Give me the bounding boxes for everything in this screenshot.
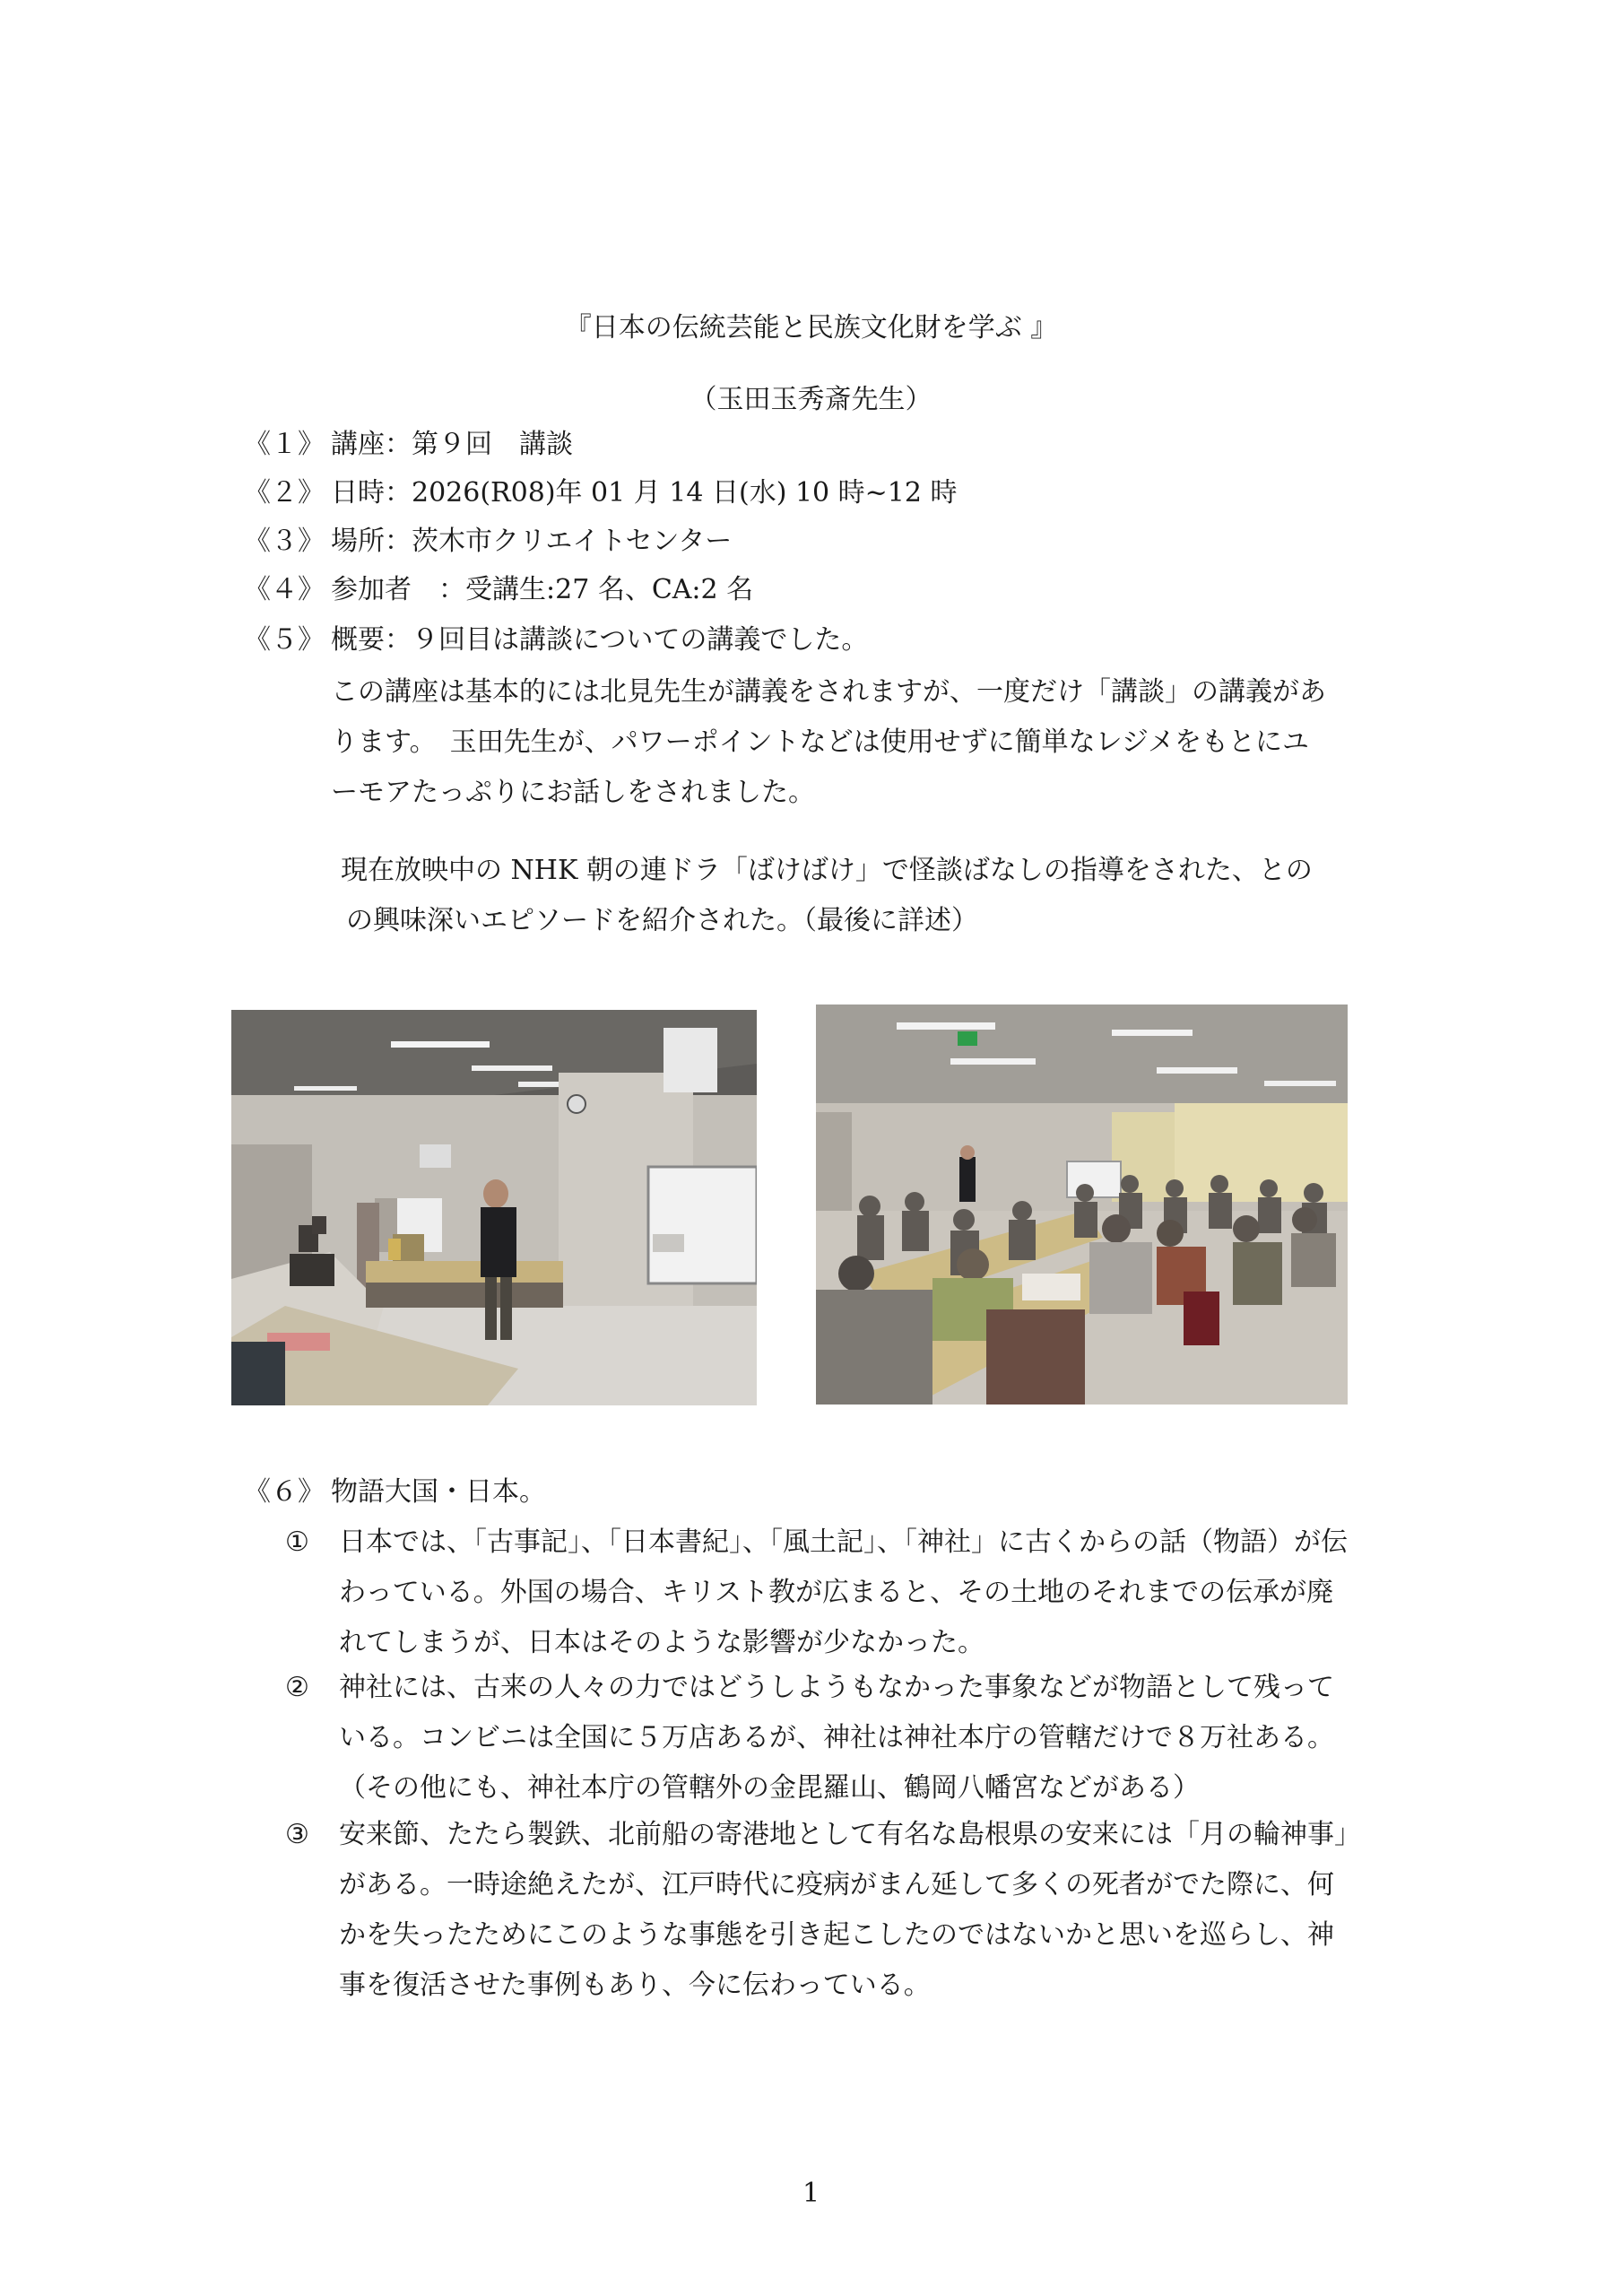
point-line: かを失ったためにこのような事態を引き起こしたのではないかと思いを巡らし、神 <box>339 1919 1334 1951</box>
point-text <box>339 1810 1361 2011</box>
lecturer-name: （玉田玉秀斎先生） <box>690 384 932 415</box>
summary-line: この講座は基本的には北見先生が講義をされますが、一度だけ「講談」の講義があ <box>331 676 1326 708</box>
lecture-photo-speaker <box>231 1010 757 1405</box>
section-marker: 《６》 <box>244 1476 325 1508</box>
item-marker: 《３》 <box>244 526 325 557</box>
lecture-photo-audience <box>816 1004 1348 1405</box>
point-line: 安来節、たたら製鉄、北前船の寄港地として有名な島根県の安来には「月の輪神事」 <box>339 1819 1361 1850</box>
point-line: わっている。外国の場合、キリスト教が広まると、その土地のそれまでの伝承が廃 <box>339 1577 1334 1608</box>
item-text: 講座：第９回 講談 <box>331 429 573 460</box>
item-text: 日時：2026(R08)年 01 月 14 日(水) 10 時~12 時 <box>331 477 958 509</box>
point-text <box>339 1663 1334 1813</box>
point-line: 日本では、「古事記」、「日本書紀」、「風土記」、「神社」に古くからの話（物語）が伝 <box>339 1526 1348 1558</box>
point-line: いる。コンビニは全国に５万店あるが、神社は神社本庁の管轄だけで８万社ある。 <box>339 1722 1334 1753</box>
point-line: （その他にも、神社本庁の管轄外の金毘羅山、鶴岡八幡宮などがある） <box>339 1772 1200 1804</box>
point-line: 事を復活させた事例もあり、今に伝わっている。 <box>339 1970 931 2001</box>
item-text: 概要：９回目は講談についての講義でした。 <box>331 624 869 656</box>
item-marker: 《２》 <box>244 477 325 509</box>
section-title: 物語大国・日本。 <box>331 1476 546 1508</box>
point-line: 神社には、古来の人々の力ではどうしようもなかった事象などが物語として残って <box>339 1672 1334 1703</box>
summary-paragraph <box>331 667 1326 818</box>
item-text: 参加者 ：受講生:27 名、CA:2 名 <box>331 574 754 605</box>
point-line: がある。一時途絶えたが、江戸時代に疫病がまん延して多くの死者がでた際に、何 <box>339 1869 1334 1900</box>
document-title: 『日本の伝統芸能と民族文化財を学ぶ 』 <box>564 312 1058 344</box>
item-marker: 《４》 <box>244 574 325 605</box>
point-number: ② <box>285 1672 309 1703</box>
point-number: ① <box>285 1526 309 1558</box>
episode-paragraph <box>341 846 1313 946</box>
item-text: 場所：茨木市クリエイトセンター <box>331 526 733 557</box>
episode-line: 現在放映中の NHK 朝の連ドラ「ばけばけ」で怪談ばなしの指導をされた、との <box>341 855 1313 886</box>
page-number: 1 <box>802 2178 820 2209</box>
point-number: ③ <box>285 1819 309 1850</box>
point-line: れてしまうが、日本はそのような影響が少なかった。 <box>339 1627 984 1658</box>
episode-line: の興味深いエピソードを紹介された。（最後に詳述） <box>346 905 978 936</box>
summary-line: ーモアたっぷりにお話しをされました。 <box>331 777 815 808</box>
item-marker: 《５》 <box>244 624 325 656</box>
item-marker: 《１》 <box>244 429 325 460</box>
point-text <box>339 1518 1348 1668</box>
summary-line: ります。 玉田先生が、パワーポイントなどは使用せずに簡単なレジメをもとにユ <box>331 726 1309 758</box>
